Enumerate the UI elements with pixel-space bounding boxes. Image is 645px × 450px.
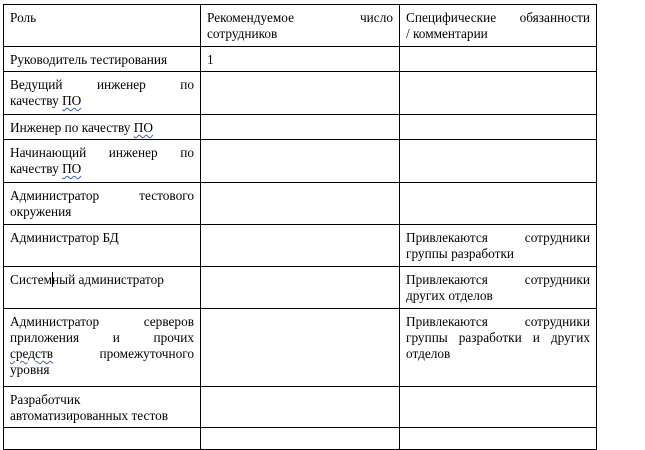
count-cell[interactable] bbox=[201, 428, 400, 450]
role-text-line2: качеству bbox=[10, 93, 59, 108]
role-text-line1: Начинающий инженер по bbox=[10, 145, 194, 160]
role-cell[interactable] bbox=[4, 267, 201, 309]
roles-table bbox=[3, 4, 597, 450]
table-row bbox=[4, 309, 597, 387]
role-text: Администратор БД bbox=[10, 230, 119, 245]
notes-cell[interactable] bbox=[400, 428, 597, 450]
notes-cell[interactable] bbox=[400, 140, 597, 183]
role-cell[interactable] bbox=[4, 115, 201, 140]
count-cell[interactable] bbox=[201, 115, 400, 140]
role-cell[interactable] bbox=[4, 225, 201, 267]
notes-cell[interactable] bbox=[400, 387, 597, 428]
count-text: 1 bbox=[207, 52, 214, 67]
role-text-line3: промежуточного bbox=[99, 346, 194, 361]
table-header-row bbox=[4, 5, 597, 47]
notes-cell[interactable] bbox=[400, 115, 597, 140]
spellcheck-word: ПО bbox=[62, 161, 82, 176]
notes-text-line1: Привлекаются сотрудники bbox=[406, 230, 590, 245]
header-role-text: Роль bbox=[10, 10, 37, 25]
spellcheck-word: средств bbox=[10, 346, 54, 361]
notes-cell[interactable] bbox=[400, 72, 597, 115]
role-cell[interactable] bbox=[4, 387, 201, 428]
header-role[interactable] bbox=[4, 5, 201, 47]
table-row bbox=[4, 115, 597, 140]
role-text-line1: Ведущий инженер по bbox=[10, 77, 194, 92]
header-notes[interactable] bbox=[400, 5, 597, 47]
spellcheck-word: ПО bbox=[62, 93, 82, 108]
header-notes-line2: / комментарии bbox=[406, 26, 488, 41]
notes-text-line2: группы разработки bbox=[406, 246, 515, 261]
count-cell[interactable] bbox=[201, 309, 400, 387]
role-text-line1: Администратор серверов bbox=[10, 314, 194, 329]
header-notes-line1: Специфические обязанности bbox=[406, 10, 590, 25]
table-row bbox=[4, 47, 597, 72]
count-cell[interactable] bbox=[201, 225, 400, 267]
role-cell[interactable] bbox=[4, 183, 201, 225]
role-text-line2: приложения и прочих bbox=[10, 330, 194, 345]
table-row bbox=[4, 140, 597, 183]
spellcheck-word: ПО bbox=[133, 120, 153, 135]
table-row bbox=[4, 183, 597, 225]
count-cell[interactable] bbox=[201, 183, 400, 225]
table-row bbox=[4, 72, 597, 115]
header-count[interactable] bbox=[201, 5, 400, 47]
role-cell[interactable] bbox=[4, 72, 201, 115]
role-text-part1: Систем bbox=[10, 272, 53, 287]
role-cell[interactable] bbox=[4, 140, 201, 183]
count-cell[interactable] bbox=[201, 72, 400, 115]
role-text: Инженер по качеству bbox=[10, 120, 131, 135]
table-row bbox=[4, 267, 597, 309]
count-cell[interactable] bbox=[201, 47, 400, 72]
role-text-line4: уровня bbox=[10, 362, 50, 377]
notes-text-line2: группы разработки и других bbox=[406, 330, 590, 345]
count-cell[interactable] bbox=[201, 267, 400, 309]
notes-text-line1: Привлекаются сотрудники bbox=[406, 314, 590, 329]
table-row bbox=[4, 225, 597, 267]
notes-cell[interactable] bbox=[400, 309, 597, 387]
notes-text-line3: отделов bbox=[406, 346, 451, 361]
table-row-empty bbox=[4, 428, 597, 450]
role-cell[interactable] bbox=[4, 47, 201, 72]
header-count-line1: Рекомендуемое число bbox=[207, 10, 393, 25]
role-cell[interactable] bbox=[4, 309, 201, 387]
role-text-line2: автоматизированных тестов bbox=[10, 408, 169, 423]
role-text-line2: окружения bbox=[10, 204, 72, 219]
role-text-line1: Администратор тестового bbox=[10, 188, 194, 203]
count-cell[interactable] bbox=[201, 387, 400, 428]
notes-cell[interactable] bbox=[400, 183, 597, 225]
role-text-part2: ный администратор bbox=[52, 272, 164, 287]
notes-cell[interactable] bbox=[400, 267, 597, 309]
notes-cell[interactable] bbox=[400, 225, 597, 267]
count-cell[interactable] bbox=[201, 140, 400, 183]
role-cell[interactable] bbox=[4, 428, 201, 450]
notes-text-line2: других отделов bbox=[406, 288, 493, 303]
role-text-line1: Разработчик bbox=[10, 392, 81, 407]
notes-text-line1: Привлекаются сотрудники bbox=[406, 272, 590, 287]
header-count-line2: сотрудников bbox=[207, 26, 278, 41]
role-text-line2: качеству bbox=[10, 161, 59, 176]
notes-cell[interactable] bbox=[400, 47, 597, 72]
role-text: Руководитель тестирования bbox=[10, 52, 168, 67]
document-page bbox=[3, 4, 597, 450]
table-row bbox=[4, 387, 597, 428]
